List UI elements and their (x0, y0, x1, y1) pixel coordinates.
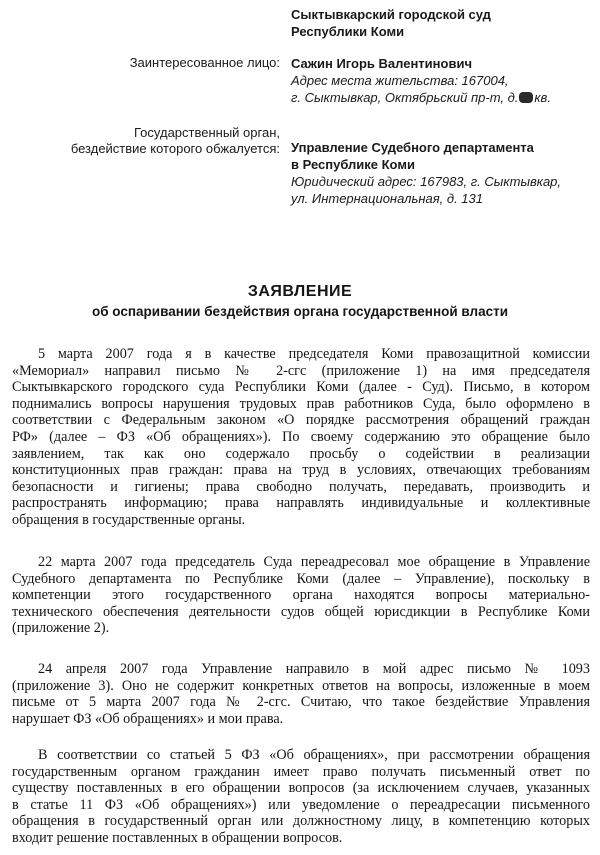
interested-party-name: Сажин Игорь Валентинович (291, 56, 472, 71)
state-body-address-line2: ул. Интернациональная, д. 131 (291, 191, 483, 206)
redaction-mark (519, 92, 533, 103)
paragraph-line: Сыктывкарского городского суда Республики Коми (далее - Суд). Письмо, в котором (12, 379, 590, 396)
paragraph-line: в статье 11 ФЗ «Об обращениях») или уведомление о переадресации письменного (12, 796, 590, 813)
paragraph-line: безопасности и гигиены; права свободно получать, передавать, производить и (12, 478, 590, 495)
paragraph-line: В соответствии со статьей 5 ФЗ «Об обращениях», при рассмотрении обращения (38, 747, 590, 763)
state-body-name-line2: в Республике Коми (291, 157, 415, 172)
paragraph-line: соответствии с Федеральным законом «О порядке рассмотрения обращений граждан (12, 412, 590, 429)
document-title: ЗАЯВЛЕНИЕ (247, 283, 353, 300)
state-body-label (71, 125, 280, 157)
paragraph-line: поднимались вопросы нарушения трудовых прав работников Суда, было оформлено в (12, 395, 590, 412)
paragraph-1 (12, 346, 590, 529)
paragraph-line: конституционных прав граждан: права на труд в условиях, отвечающих требованиям (12, 462, 590, 479)
paragraph-3 (12, 661, 590, 727)
paragraph-line: 5 марта 2007 года я в качестве председателя Коми правозащитной комиссии (38, 346, 590, 362)
paragraph-line: государственным органом гражданин имеет право получать письменный ответ по (12, 763, 590, 780)
paragraph-line: нарушает ФЗ «Об обращениях» и мои права. (12, 710, 284, 727)
paragraph-line: 24 апреля 2007 года Управление направило в мой адрес письмо № 1093 (38, 661, 590, 677)
document-subtitle: об оспаривании бездействия органа государственной власти (91, 304, 509, 319)
paragraph-2 (12, 554, 590, 637)
state-body-address-line1: Юридический адрес: 167983, г. Сыктывкар, (291, 174, 562, 189)
paragraph-line: распространять информацию; права направлять индивидуальные и коллективные (12, 495, 590, 512)
court-name-line2: Республики Коми (291, 24, 405, 39)
interested-party-address-apartment: кв. (534, 90, 551, 105)
interested-party-label: Заинтересованное лицо: (129, 55, 280, 70)
interested-party-address-line1: Адрес места жительства: 167004, (291, 73, 509, 88)
state-body-block (291, 139, 591, 207)
court-addressee (291, 6, 591, 40)
paragraph-line: обращения в государственные органы. (12, 511, 246, 528)
paragraph-line: (приложение 2). (12, 620, 110, 637)
paragraph-line: существу поставленных в его обращении вопросов (за исключением случаев, указанных (12, 780, 590, 797)
paragraph-4 (12, 747, 590, 847)
paragraph-line: (приложение 3). Оно не содержит конкретных ответов на вопросы, изложенные в моем (12, 677, 590, 694)
paragraph-line: РФ» (далее – ФЗ «Об обращениях»). По своему содержанию это обращение было (12, 428, 590, 445)
paragraph-line: письме от 5 марта 2007 года № 2-сгс. Считаю, что такое бездействие Управления (12, 694, 590, 711)
paragraph-line: заявлением, так как оно содержало просьбу о содействии в реализации (12, 445, 590, 462)
interested-party-address-line2 (291, 89, 591, 106)
paragraph-line: компетенции этого государственного органа находятся вопросы материально- (12, 587, 590, 604)
paragraph-line: Судебного департамента по Республике Коми (далее – Управление), поскольку в (12, 570, 590, 587)
paragraph-line: технического обеспечения деятельности судов общей юрисдикции в Республике Коми (12, 603, 590, 620)
paragraph-line: входит решение поставленных в обращении вопросов. (12, 829, 343, 846)
paragraph-line: обращения в государственный орган или должностному лицу, в компетенцию которых (12, 813, 590, 830)
state-body-label-line1: Государственный орган, (134, 125, 280, 140)
interested-party-block (291, 55, 591, 106)
paragraph-line: «Мемориал» направил письмо № 2-сгс (приложение 1) на имя председателя (12, 362, 590, 379)
paragraph-line: 22 марта 2007 года председатель Суда переадресовал мое обращение в Управление (38, 554, 590, 570)
court-name-line1: Сыктывкарский городской суд (291, 7, 491, 22)
state-body-label-line2: бездействие которого обжалуется: (70, 141, 280, 156)
state-body-name-line1: Управление Судебного департамента (291, 140, 534, 155)
interested-party-address-street: г. Сыктывкар, Октябрьский пр-т, д. (291, 90, 519, 105)
